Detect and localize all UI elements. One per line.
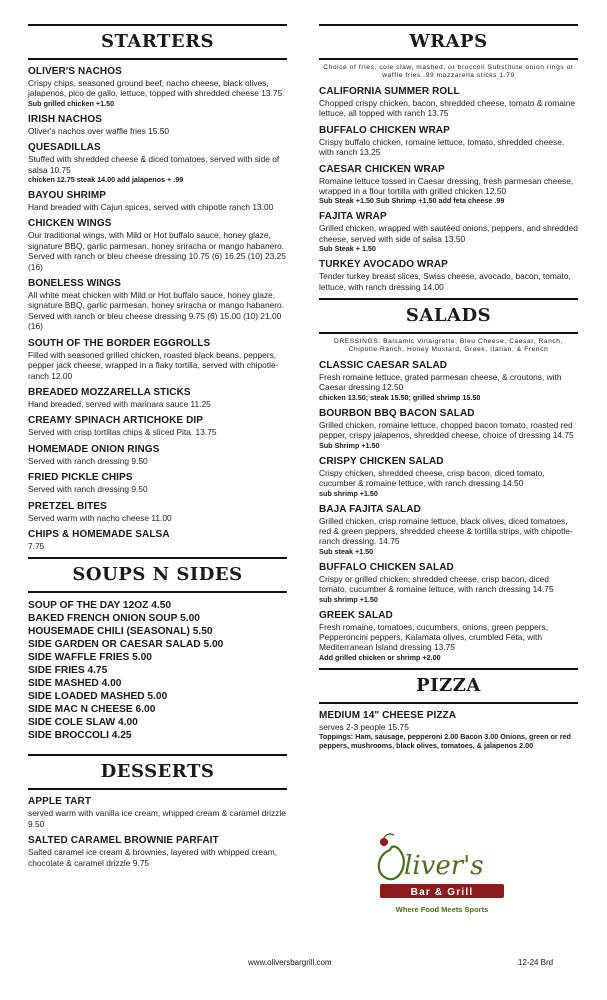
- item-desc: Oliver's nachos over waffle fries 15.50: [28, 125, 170, 136]
- item-desc: Chopped crispy chicken, bacon, shredded cheese, tomato & romaine lettuce, all topped with ranch 13.75: [319, 98, 576, 119]
- right-column: [319, 24, 578, 756]
- item-extra: Sub steak +1.50: [319, 546, 374, 556]
- wraps-note: Choice of fries, cole slaw, mashed, or broccoli Substitute onion rings or waffle fries .99 mozzarella sticks 1.79: [323, 64, 574, 79]
- item-desc: All white meat chicken with Mild or Hot buffalo sauce, honey glaze, signature BBQ, garlic parmesan, honey sriracha or mango habanero. Served with ranch or bleu cheese dressing 9.75 (6) 15.00 (10) 21.00 (16): [28, 290, 285, 332]
- item-name: TURKEY AVOCADO WRAP: [319, 259, 448, 271]
- item-desc: Fresh romaine lettuce, grated parmesan cheese, & croutons, with Caesar dressing 12.50: [319, 372, 562, 393]
- menu-item: [28, 835, 287, 868]
- menu-item: [28, 796, 287, 829]
- menu-item: [319, 211, 578, 253]
- side-item: SOUP OF THE DAY 12OZ 4.50: [28, 600, 172, 612]
- item-extra: Add grilled chicken or shrimp +2.00: [319, 652, 441, 662]
- menu-item: [319, 562, 578, 604]
- item-name: CHICKEN WINGS: [28, 218, 112, 230]
- item-desc: Grilled chicken, romaine lettuce, chopped bacon tomato, roasted red pepper, crispy jalapenos, shredded cheese, choice of dressing 14.75: [319, 419, 574, 441]
- item-desc: Hand breaded with Cajun spices, served with chipotle ranch 13.00: [28, 202, 274, 213]
- item-desc: Crispy chicken, shredded cheese, crisp bacon, diced tomato, cucumber & romaine lettuce, with ranch dressing 14.50: [319, 467, 545, 489]
- item-name: APPLE TART: [28, 796, 92, 808]
- item-desc: Served with crisp tortillas chips & sliced Pita. 13.75: [28, 427, 217, 438]
- item-desc: Tender turkey breast slices, Swiss cheese, avocado, bacon, tomato, lettuce, with ranch dressing 14.00: [319, 271, 571, 292]
- desserts-list: [28, 796, 287, 868]
- item-desc: Our traditional wings, with Mild or Hot buffalo sauce, honey glaze, signature BBQ, garlic parmesan, honey sriracha or mango habanero. Served with ranch or bleu cheese dressing 10.75 (6) 16.25 (10) 23.25 (16): [28, 230, 286, 272]
- item-name: QUESADILLAS: [28, 142, 101, 154]
- item-name: BUFFALO CHICKEN SALAD: [319, 561, 454, 573]
- item-desc: Grilled chicken, wrapped with sautéed onions, peppers, and shredded cheese, served with side of salsa 13.50: [319, 223, 578, 244]
- item-extra: sub shrimp +1.50: [319, 488, 378, 498]
- item-desc: Fresh romaine, tomatoes, cucumbers, onions, green peppers, Pepperoncini peppers, Kalamata olives, crumbled Feta, with Mediterranean Island dressing 13.75: [319, 621, 549, 653]
- side-item: SIDE FRIES 4.75: [28, 665, 108, 677]
- item-name: FAJITA WRAP: [319, 211, 387, 223]
- starters-list: [28, 66, 287, 551]
- olivers-logo: [368, 832, 513, 920]
- item-desc: 7.75: [28, 540, 45, 551]
- menu-item: [28, 501, 287, 523]
- item-name: CREAMY SPINACH ARTICHOKE DIP: [28, 415, 204, 427]
- menu-item: [28, 190, 287, 212]
- menu-item: [28, 387, 287, 409]
- menu-item: [319, 360, 578, 402]
- item-name: OLIVER'S NACHOS: [28, 66, 122, 77]
- side-item: SIDE WAFFLE FRIES 5.00: [28, 652, 152, 664]
- olive-icon: [380, 838, 388, 846]
- item-desc: served warm with vanilla ice cream, whipped cream & caramel drizzle 9.50: [28, 808, 286, 829]
- menu-item: [319, 610, 578, 662]
- item-extra: Sub grilled chicken +1.50: [28, 98, 115, 108]
- menu-item: [28, 66, 287, 108]
- pizza-heading: PIZZA: [319, 668, 578, 704]
- item-name: SALTED CARAMEL BROWNIE PARFAIT: [28, 835, 219, 847]
- item-name: GREEK SALAD: [319, 609, 393, 621]
- menu-item: [319, 504, 578, 556]
- menu-item: [319, 408, 578, 450]
- item-desc: Salted caramel ice cream & brownies, layered with whipped cream, chocolate & caramel drizzle 9.75: [28, 847, 278, 868]
- pizza-list: [319, 710, 578, 750]
- menu-item: [28, 142, 287, 184]
- item-desc: Stuffed with shredded cheese & diced tomatoes, served with side of salsa 10.75: [28, 154, 280, 175]
- side-item: SIDE LOADED MASHED 5.00: [28, 691, 168, 703]
- starters-heading: STARTERS: [28, 24, 287, 60]
- print-code: 12-24 Brd: [518, 958, 554, 967]
- item-extra: chicken 13.50; steak 15.50; grilled shrimp 15.50: [319, 392, 481, 402]
- menu-item: [28, 415, 287, 437]
- side-item: SIDE MASHED 4.00: [28, 678, 122, 690]
- svg-text:Where Food Meets Sports: Where Food Meets Sports: [395, 905, 489, 914]
- menu-item: [28, 338, 287, 381]
- side-item: BAKED FRENCH ONION SOUP 5.00: [28, 613, 200, 625]
- menu-item: [319, 710, 578, 750]
- item-name: BONELESS WINGS: [28, 278, 122, 290]
- item-extra: Sub Shrimp +1.50: [319, 440, 380, 450]
- item-desc: Crispy buffalo chicken, romaine lettuce, tomato, shredded cheese, with ranch 13.25: [319, 136, 565, 158]
- item-name: BAJA FAJITA SALAD: [319, 503, 421, 515]
- side-item: HOUSEMADE CHILI (SEASONAL) 5.50: [28, 626, 213, 638]
- item-extra: Toppings: Ham, sausage, pepperoni 2.00 Bacon 3.00 Onions, green or red peppers, mushrooms, black olives, tomatoes, & jalapenos 2.00: [319, 732, 571, 751]
- item-name: FRIED PICKLE CHIPS: [28, 472, 133, 484]
- salads-note: DRESSINGS: Balsamic Vinaigrette, Bleu Cheese, Caesar, Ranch, Chipotle Ranch, Honey Mustard, Greek, Italian, & French: [333, 338, 564, 354]
- salads-list: [319, 360, 578, 662]
- item-name: BREADED MOZZARELLA STICKS: [28, 386, 191, 398]
- left-column: [28, 24, 287, 874]
- item-name: SOUTH OF THE BORDER EGGROLLS: [28, 337, 211, 349]
- item-name: BAYOU SHRIMP: [28, 190, 107, 202]
- item-name: CHIPS & HOMEMADE SALSA: [28, 528, 170, 540]
- item-name: IRISH NACHOS: [28, 113, 102, 125]
- item-name: CAESAR CHICKEN WRAP: [319, 163, 445, 175]
- soups-list: [28, 599, 287, 742]
- side-item: SIDE GARDEN OR CAESAR SALAD 5.00: [28, 639, 224, 651]
- menu-item: [28, 114, 287, 136]
- wraps-heading: WRAPS: [319, 24, 578, 60]
- item-desc: Grilled chicken, crisp romaine lettuce, black olives, diced tomatoes, red & green peppers, shredded cheese & tortilla strips, with chipotle-ranch dressing. 14.75: [319, 515, 573, 547]
- salads-heading: SALADS: [319, 298, 578, 334]
- item-desc: Romaine lettuce tossed in Caesar dressing, fresh parmesan cheese, wrapped in a flour tortilla with grilled chicken 12.50: [319, 175, 574, 197]
- item-desc: Served warm with nacho cheese 11.00: [28, 512, 172, 523]
- menu-item: [319, 456, 578, 498]
- item-name: HOMEMADE ONION RINGS: [28, 443, 160, 455]
- menu-item: [28, 472, 287, 494]
- menu-item: [319, 125, 578, 158]
- wraps-list: [319, 86, 578, 292]
- svg-text:Bar & Grill: Bar & Grill: [410, 887, 474, 898]
- item-name: CALIFORNIA SUMMER ROLL: [319, 86, 460, 97]
- item-extra: Sub Steak + 1.50: [319, 244, 376, 254]
- website-url: www.oliversbargrill.com: [248, 958, 332, 967]
- item-desc: Filled with seasoned grilled chicken, roasted black beans, peppers, pepper jack cheese, wrapped in a flaky tortilla, served with chipotle-ranch 12.00: [28, 349, 279, 381]
- side-item: SIDE MAC N CHEESE 6.00: [28, 704, 156, 716]
- item-name: BUFFALO CHICKEN WRAP: [319, 124, 450, 136]
- item-name: CRISPY CHICKEN SALAD: [319, 455, 444, 467]
- item-desc: Hand breaded, served with marinara sauce 11.25: [28, 398, 211, 409]
- menu-item: [28, 218, 287, 272]
- item-extra: chicken 12.75 steak 14.00 add jalapenos + .99: [28, 175, 184, 185]
- desserts-heading: DESSERTS: [28, 754, 287, 790]
- logo-script: liver's: [404, 851, 484, 881]
- soups-heading: SOUPS N SIDES: [28, 557, 287, 593]
- item-name: MEDIUM 14" CHEESE PIZZA: [319, 709, 457, 721]
- item-desc: serves 2-3 people 15.75: [319, 721, 409, 732]
- side-item: SIDE COLE SLAW 4.00: [28, 717, 138, 729]
- item-extra: Sub Steak +1.50 Sub Shrimp +1.50 add feta cheese .99: [319, 196, 505, 206]
- item-name: BOURBON BBQ BACON SALAD: [319, 407, 475, 419]
- side-item: SIDE BROCCOLI 4.25: [28, 730, 132, 742]
- item-name: PRETZEL BITES: [28, 500, 107, 512]
- menu-item: [319, 86, 578, 119]
- menu-item: [28, 444, 287, 466]
- menu-item: [28, 278, 287, 332]
- item-desc: Crispy chips, seasoned ground beef, nacho cheese, black olives, jalapenos, pico de gallo, lettuce, topped with shredded cheese 13.75: [28, 78, 283, 99]
- item-extra: sub shrimp +1.50: [319, 594, 378, 604]
- menu-item: [28, 529, 287, 551]
- item-name: CLASSIC CAESAR SALAD: [319, 360, 448, 372]
- item-desc: Crispy or grilled chicken, shredded cheese, crisp bacon, diced tomato, cucumber & romaine lettuce, with ranch dressing 14.75: [319, 573, 554, 595]
- menu-item: [319, 164, 578, 206]
- item-desc: Served with ranch dressing 9.50: [28, 484, 148, 495]
- menu-item: [319, 259, 578, 292]
- item-desc: Served with ranch dressing 9.50: [28, 455, 148, 466]
